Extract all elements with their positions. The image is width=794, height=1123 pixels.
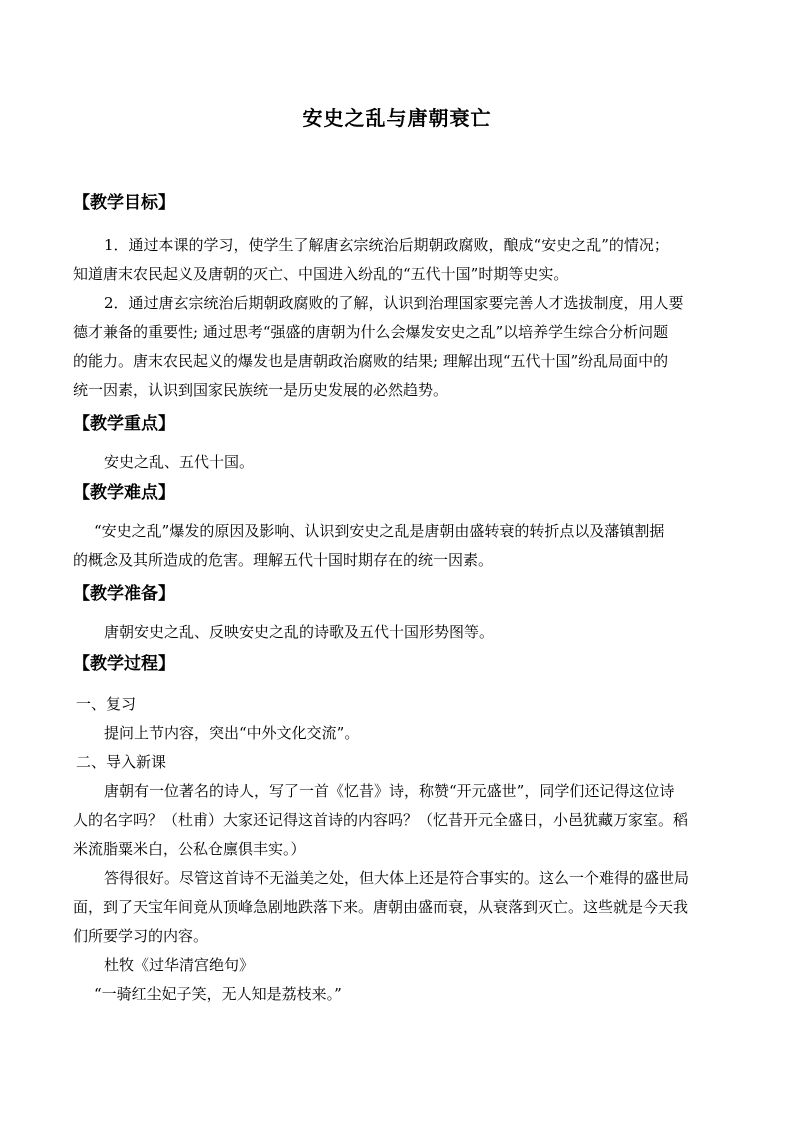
intro-line-6: 们所要学习的内容。 bbox=[73, 927, 209, 945]
intro-line-3: 米流脂粟米白，公私仓廪俱丰实。） bbox=[73, 840, 306, 858]
section-heading-process: 【教学过程】 bbox=[73, 654, 175, 674]
intro-line-4: 答得很好。尽管这首诗不无溢美之处，但大体上还是符合事实的。这么一个难得的盛世局 bbox=[104, 869, 690, 887]
intro-title: 二、导入新课 bbox=[76, 753, 167, 771]
document-title: 安史之乱与唐朝衰亡 bbox=[302, 106, 492, 130]
goals-line-5: 的能力。唐末农民起义的爆发也是唐朝政治腐败的结果; 理解出现“五代十国”纷乱局面中的 bbox=[73, 352, 669, 370]
section-heading-key-points: 【教学重点】 bbox=[73, 414, 175, 434]
goals-line-3: 2．通过唐玄宗统治后期朝政腐败的了解，认识到治理国家要完善人才选拔制度，用人要 bbox=[104, 294, 684, 312]
goals-line-2: 知道唐末农民起义及唐朝的灭亡、中国进入纷乱的“五代十国”时期等史实。 bbox=[73, 265, 569, 283]
intro-line-2: 人的名字吗？（杜甫）大家还记得这首诗的内容吗？（忆昔开元全盛日，小邑犹藏万家室。稻 bbox=[73, 811, 689, 829]
review-title: 一、复习 bbox=[76, 695, 137, 713]
intro-line-1: 唐朝有一位著名的诗人，写了一首《忆昔》诗，称赞“开元盛世”，同学们还记得这位诗 bbox=[104, 782, 675, 800]
section-heading-difficulties: 【教学难点】 bbox=[73, 483, 175, 503]
section-heading-goals: 【教学目标】 bbox=[73, 193, 175, 213]
goals-line-1: 1．通过本课的学习，使学生了解唐玄宗统治后期朝政腐败，酿成“安史之乱”的情况； bbox=[104, 236, 669, 254]
intro-line-5: 面，到了天宝年间竟从顶峰急剧地跌落下来。唐朝由盛而衰，从衰落到灭亡。这些就是今天我 bbox=[73, 898, 689, 916]
key-points-line-1: 安史之乱、五代十国。 bbox=[104, 453, 255, 471]
goals-line-4: 德才兼备的重要性; 通过思考“强盛的唐朝为什么会爆发安史之乱”以培养学生综合分析问题 bbox=[73, 323, 669, 341]
difficulties-line-1: “安史之乱”爆发的原因及影响、认识到安史之乱是唐朝由盛转衰的转折点以及藩镇割据 bbox=[94, 522, 665, 540]
difficulties-line-2: 的概念及其所造成的危害。理解五代十国时期存在的统一因素。 bbox=[73, 551, 494, 569]
intro-line-7: 杜牧《过华清宫绝句》 bbox=[104, 956, 255, 974]
goals-line-6: 统一因素，认识到国家民族统一是历史发展的必然趋势。 bbox=[73, 381, 449, 399]
preparation-line-1: 唐朝安史之乱、反映安史之乱的诗歌及五代十国形势图等。 bbox=[104, 623, 495, 641]
intro-line-8: “一骑红尘妃子笑，无人知是荔枝来。” bbox=[94, 985, 342, 1003]
section-heading-preparation: 【教学准备】 bbox=[73, 584, 175, 604]
review-line-1: 提问上节内容，突出“中外文化交流”。 bbox=[104, 724, 360, 742]
